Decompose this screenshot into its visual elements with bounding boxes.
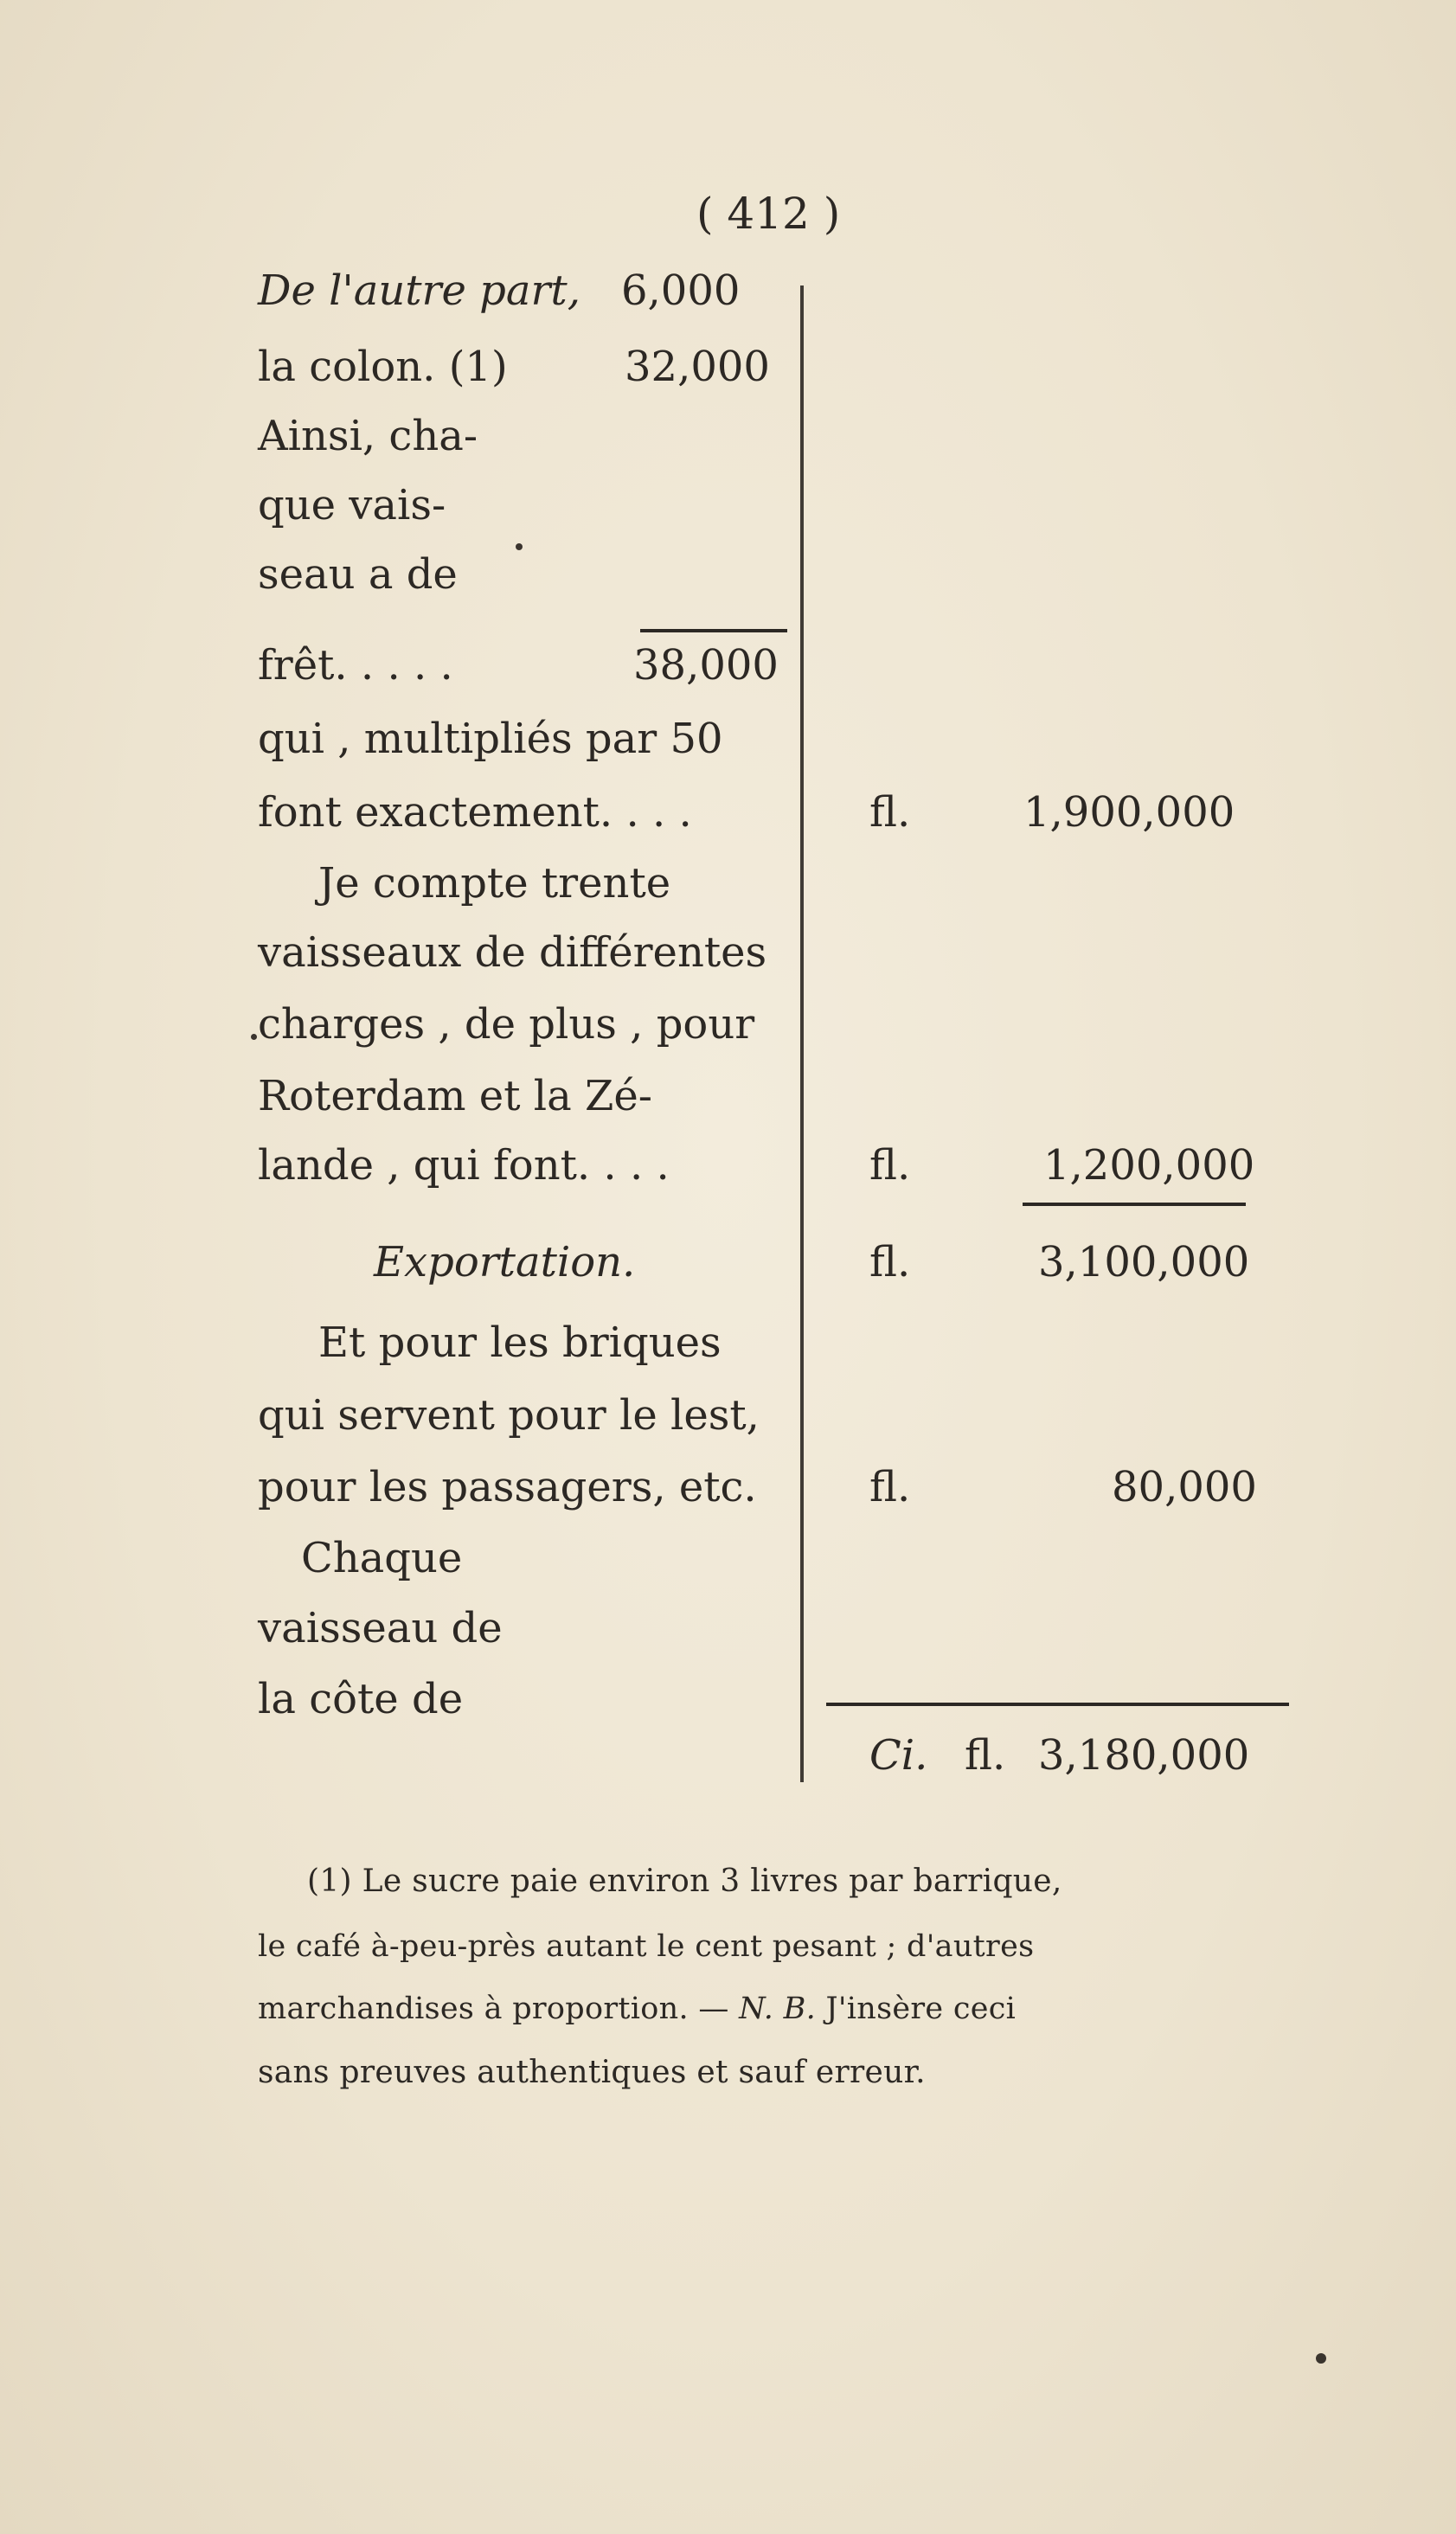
text-line: vaisseau de <box>258 1604 503 1652</box>
sum-rule <box>1023 1203 1246 1206</box>
footnote-line <box>258 1994 1016 2024</box>
text-line: que vais- <box>258 481 446 529</box>
exportation-heading: Exportation. <box>374 1238 636 1286</box>
text-line: qui servent pour le lest, <box>258 1391 760 1440</box>
text-line: lande , qui font. . . . <box>258 1141 670 1190</box>
text-line: seau a de <box>258 550 458 599</box>
footnote-line: le café à-peu-près autant le cent pesant ; d'autres <box>258 1929 1035 1964</box>
text-line: Roterdam et la Zé- <box>258 1072 652 1120</box>
footnote-line: sans preuves authentiques et sauf erreur. <box>258 2055 926 2090</box>
amount-value: 1,200,000 <box>1043 1141 1255 1190</box>
text-line: Et pour les briques <box>318 1318 722 1367</box>
currency-fl: fl. <box>869 1463 911 1511</box>
colony-value: 32,000 <box>625 343 770 391</box>
text-line: qui , multipliés par 50 <box>258 715 723 763</box>
amount-value: 1,900,000 <box>1023 788 1235 837</box>
text-line: la côte de <box>258 1675 464 1723</box>
total-label: Ci. <box>869 1731 928 1780</box>
text-line: Je compte trente <box>318 859 671 908</box>
subtotal-rule <box>640 629 787 632</box>
text-line: vaisseaux de différentes <box>258 928 767 977</box>
text-line: charges , de plus , pour <box>258 1000 755 1049</box>
currency-fl: fl. <box>869 788 911 837</box>
text-line: Ainsi, cha- <box>258 412 478 460</box>
carryover-label: De l'autre part, <box>258 266 580 315</box>
ink-speck <box>251 1034 257 1040</box>
footnote-text: J'insère ceci <box>825 1992 1017 2026</box>
currency-fl: fl. <box>869 1238 911 1286</box>
text-line: pour les passagers, etc. <box>258 1463 757 1511</box>
nota-bene: N. B. <box>739 1992 817 2026</box>
currency-fl: fl. <box>965 1731 1006 1780</box>
amount-value: 80,000 <box>1112 1463 1257 1511</box>
colony-label: la colon. (1) <box>258 343 508 391</box>
text-line: Chaque <box>301 1534 463 1582</box>
ink-speck <box>516 543 523 550</box>
footnote-text: marchandises à proportion. — <box>258 1992 729 2026</box>
text-line: font exactement. . . . <box>258 788 692 837</box>
footnote-line: (1) Le sucre paie environ 3 livres par barrique, <box>307 1864 1062 1899</box>
carryover-value: 6,000 <box>621 266 741 315</box>
total-rule <box>826 1703 1289 1706</box>
column-divider <box>800 285 804 1782</box>
currency-fl: fl. <box>869 1141 911 1190</box>
freight-label: frêt. . . . . <box>258 641 453 690</box>
amount-value: 3,100,000 <box>1038 1238 1250 1286</box>
ink-speck <box>1316 2353 1326 2364</box>
freight-value: 38,000 <box>633 641 779 690</box>
page-number: ( 412 ) <box>696 189 841 239</box>
total-amount: 3,180,000 <box>1038 1731 1250 1780</box>
